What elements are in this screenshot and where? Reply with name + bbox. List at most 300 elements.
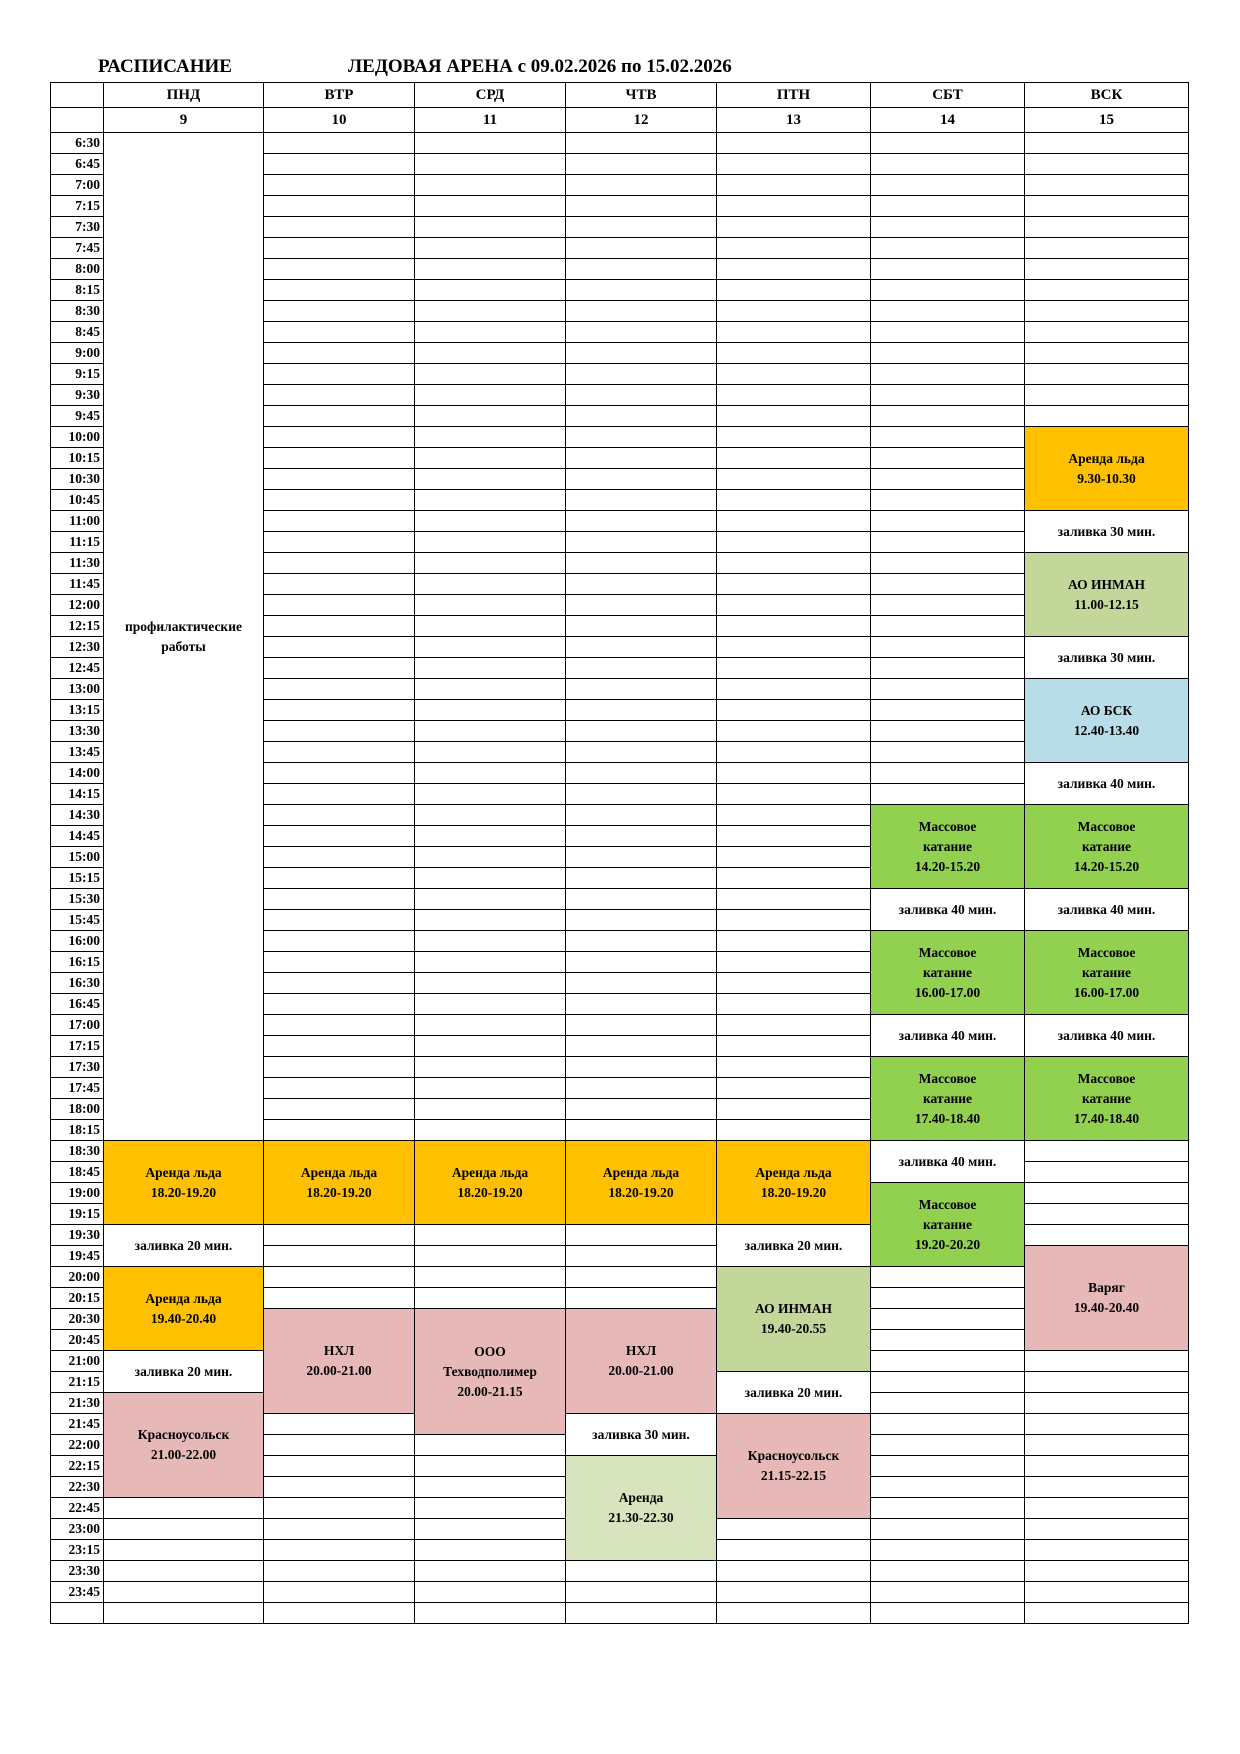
time-label: 7:15 — [51, 196, 104, 217]
empty-slot — [264, 217, 415, 238]
empty-slot — [415, 532, 566, 553]
empty-slot — [871, 364, 1025, 385]
empty-slot — [415, 1498, 566, 1519]
empty-slot — [1025, 364, 1189, 385]
empty-slot — [1025, 259, 1189, 280]
empty-slot — [1025, 1351, 1189, 1372]
empty-slot — [1025, 322, 1189, 343]
empty-slot — [415, 1603, 566, 1624]
event-text-line: 21.30-22.30 — [608, 1510, 674, 1525]
empty-slot — [415, 280, 566, 301]
empty-slot — [415, 217, 566, 238]
empty-slot — [871, 406, 1025, 427]
empty-slot — [264, 1435, 415, 1456]
event-text-line: Массовое — [918, 818, 977, 834]
empty-slot — [717, 658, 871, 679]
empty-slot — [566, 343, 717, 364]
time-label: 17:30 — [51, 1057, 104, 1078]
empty-slot — [717, 469, 871, 490]
time-label: 13:00 — [51, 679, 104, 700]
schedule-event — [717, 1372, 871, 1414]
event-text-line: Аренда льда — [145, 1164, 222, 1180]
empty-slot — [871, 1288, 1025, 1309]
empty-slot — [415, 721, 566, 742]
empty-slot — [1025, 1498, 1189, 1519]
empty-slot — [264, 805, 415, 826]
empty-slot — [264, 784, 415, 805]
empty-slot — [871, 1477, 1025, 1498]
time-label: 10:00 — [51, 427, 104, 448]
empty-slot — [871, 259, 1025, 280]
event-text-line: 19.40-20.40 — [1073, 1300, 1140, 1315]
event-text-line: 17.40-18.40 — [1073, 1110, 1140, 1126]
empty-slot — [1025, 385, 1189, 406]
schedule-event — [1025, 1015, 1189, 1057]
empty-slot — [566, 1561, 717, 1582]
empty-slot — [264, 616, 415, 637]
event-text-line: Массовое — [918, 1196, 977, 1212]
page-subtitle: ЛЕДОВАЯ АРЕНА с 09.02.2026 по 15.02.2026 — [348, 56, 732, 77]
event-text-line: катание — [922, 1090, 973, 1106]
empty-slot — [264, 763, 415, 784]
empty-slot — [264, 1477, 415, 1498]
time-label: 19:45 — [51, 1246, 104, 1267]
time-row — [51, 1561, 1189, 1582]
empty-slot — [871, 595, 1025, 616]
empty-slot — [717, 490, 871, 511]
empty-slot — [566, 700, 717, 721]
empty-slot — [264, 1288, 415, 1309]
empty-slot — [871, 511, 1025, 532]
empty-slot — [871, 1603, 1025, 1624]
schedule-event — [1025, 1246, 1189, 1351]
event-text-line: 20.00-21.15 — [457, 1383, 523, 1399]
empty-slot — [717, 700, 871, 721]
event-text-line: 9.30-10.30 — [1077, 470, 1136, 486]
empty-slot — [717, 784, 871, 805]
empty-slot — [264, 994, 415, 1015]
empty-slot — [415, 994, 566, 1015]
empty-slot — [1025, 1162, 1189, 1183]
empty-slot — [1025, 1225, 1189, 1246]
empty-slot — [415, 133, 566, 154]
event-text-line: заливка 20 мин. — [744, 1237, 843, 1253]
schedule-event — [415, 1141, 566, 1225]
day-date: 14 — [871, 108, 1025, 133]
empty-slot — [566, 133, 717, 154]
empty-slot — [1025, 1141, 1189, 1162]
empty-slot — [871, 679, 1025, 700]
time-label: 15:30 — [51, 889, 104, 910]
empty-slot — [566, 238, 717, 259]
event-text-line: Массовое — [1077, 944, 1136, 960]
schedule-event — [871, 1057, 1025, 1141]
time-label: 23:30 — [51, 1561, 104, 1582]
empty-slot — [264, 1036, 415, 1057]
empty-slot — [871, 763, 1025, 784]
time-row — [51, 1141, 1189, 1162]
empty-slot — [415, 1288, 566, 1309]
empty-slot — [871, 1330, 1025, 1351]
time-label: 13:15 — [51, 700, 104, 721]
schedule-event — [717, 1225, 871, 1267]
time-label: 17:45 — [51, 1078, 104, 1099]
empty-slot — [871, 742, 1025, 763]
event-text-line: 18.20-19.20 — [760, 1184, 827, 1200]
empty-slot — [871, 196, 1025, 217]
empty-slot — [566, 469, 717, 490]
empty-slot — [717, 259, 871, 280]
empty-slot — [871, 238, 1025, 259]
event-text-line: 16.00-17.00 — [1073, 984, 1140, 1000]
empty-slot — [717, 973, 871, 994]
empty-slot — [566, 1267, 717, 1288]
empty-slot — [104, 1582, 264, 1603]
time-label: 21:30 — [51, 1393, 104, 1414]
empty-slot — [717, 364, 871, 385]
empty-slot — [566, 490, 717, 511]
time-label: 14:00 — [51, 763, 104, 784]
empty-slot — [871, 1561, 1025, 1582]
empty-slot — [264, 1057, 415, 1078]
event-text-line: заливка 40 мин. — [1057, 1027, 1156, 1043]
empty-slot — [566, 532, 717, 553]
event-text-line: заливка 30 мин. — [1057, 523, 1156, 539]
empty-slot — [415, 1078, 566, 1099]
empty-slot — [717, 1540, 871, 1561]
time-label: 7:45 — [51, 238, 104, 259]
event-text-line: катание — [1081, 838, 1132, 854]
time-label: 18:30 — [51, 1141, 104, 1162]
empty-slot — [566, 889, 717, 910]
empty-slot — [415, 1015, 566, 1036]
empty-slot — [264, 679, 415, 700]
time-label: 19:00 — [51, 1183, 104, 1204]
schedule-event — [566, 1414, 717, 1456]
empty-slot — [415, 1561, 566, 1582]
event-text-line: Аренда льда — [1068, 450, 1145, 466]
event-text-line: Аренда льда — [451, 1164, 529, 1180]
empty-slot — [871, 427, 1025, 448]
empty-slot — [871, 1372, 1025, 1393]
event-text-line: ООО — [474, 1343, 506, 1359]
time-label: 11:45 — [51, 574, 104, 595]
time-label: 23:15 — [51, 1540, 104, 1561]
empty-slot — [415, 1225, 566, 1246]
empty-slot — [415, 616, 566, 637]
empty-slot — [1025, 1519, 1189, 1540]
time-label: 13:30 — [51, 721, 104, 742]
empty-slot — [415, 574, 566, 595]
empty-slot — [1025, 1456, 1189, 1477]
empty-slot — [717, 238, 871, 259]
event-text-line: НХЛ — [625, 1343, 657, 1358]
empty-slot — [717, 343, 871, 364]
empty-slot — [264, 511, 415, 532]
empty-slot — [264, 1540, 415, 1561]
time-label: 18:45 — [51, 1162, 104, 1183]
event-text-line: Массовое — [918, 1070, 977, 1086]
time-label: 8:45 — [51, 322, 104, 343]
empty-slot — [264, 154, 415, 175]
empty-slot — [717, 1120, 871, 1141]
event-text-line: 18.20-19.20 — [150, 1184, 217, 1200]
empty-slot — [717, 1099, 871, 1120]
empty-slot — [566, 973, 717, 994]
empty-slot — [717, 154, 871, 175]
empty-slot — [264, 133, 415, 154]
empty-slot — [871, 448, 1025, 469]
time-label: 23:00 — [51, 1519, 104, 1540]
event-text-line: 17.40-18.40 — [914, 1110, 981, 1126]
empty-slot — [415, 1519, 566, 1540]
event-text-line: Массовое — [918, 944, 977, 960]
time-label: 22:45 — [51, 1498, 104, 1519]
empty-slot — [717, 196, 871, 217]
empty-slot — [1025, 1393, 1189, 1414]
empty-slot — [415, 952, 566, 973]
schedule-event — [717, 1141, 871, 1225]
empty-slot — [566, 511, 717, 532]
empty-slot — [871, 1519, 1025, 1540]
time-label: 20:45 — [51, 1330, 104, 1351]
schedule-event — [1025, 931, 1189, 1015]
empty-slot — [566, 805, 717, 826]
schedule-event — [415, 1309, 566, 1435]
empty-slot — [264, 1099, 415, 1120]
empty-slot — [264, 931, 415, 952]
schedule-event — [1025, 637, 1189, 679]
empty-slot — [1025, 238, 1189, 259]
empty-slot — [717, 574, 871, 595]
event-text-line: Аренда — [618, 1490, 664, 1505]
empty-slot — [415, 154, 566, 175]
empty-slot — [264, 868, 415, 889]
time-label: 20:30 — [51, 1309, 104, 1330]
time-label: 11:00 — [51, 511, 104, 532]
empty-slot — [415, 1582, 566, 1603]
empty-slot — [1025, 1183, 1189, 1204]
empty-slot — [566, 217, 717, 238]
time-label: 10:45 — [51, 490, 104, 511]
day-name: ПНД — [104, 83, 264, 108]
empty-slot — [717, 1015, 871, 1036]
time-label: 20:15 — [51, 1288, 104, 1309]
empty-slot — [871, 1309, 1025, 1330]
empty-slot — [415, 805, 566, 826]
empty-slot — [717, 595, 871, 616]
empty-slot — [1025, 217, 1189, 238]
empty-slot — [566, 448, 717, 469]
empty-slot — [566, 994, 717, 1015]
empty-slot — [717, 280, 871, 301]
event-text-line: Аренда льда — [145, 1290, 222, 1306]
empty-slot — [264, 973, 415, 994]
time-label: 12:15 — [51, 616, 104, 637]
event-text-line: катание — [922, 1216, 973, 1232]
empty-slot — [566, 637, 717, 658]
empty-slot — [415, 700, 566, 721]
time-label: 12:00 — [51, 595, 104, 616]
day-name: СРД — [415, 83, 566, 108]
event-text-line: катание — [1081, 964, 1132, 980]
empty-slot — [717, 1036, 871, 1057]
event-text-line: заливка 30 мин. — [592, 1426, 690, 1442]
empty-slot — [871, 1456, 1025, 1477]
empty-slot — [1025, 301, 1189, 322]
empty-slot — [871, 1435, 1025, 1456]
empty-slot — [871, 175, 1025, 196]
time-row — [51, 133, 1189, 154]
empty-slot — [264, 532, 415, 553]
empty-slot — [871, 574, 1025, 595]
empty-slot — [264, 196, 415, 217]
empty-slot — [717, 1057, 871, 1078]
empty-slot — [871, 280, 1025, 301]
empty-slot — [566, 175, 717, 196]
empty-slot — [415, 175, 566, 196]
empty-slot — [871, 637, 1025, 658]
empty-slot — [717, 322, 871, 343]
empty-slot — [717, 448, 871, 469]
empty-slot — [1025, 133, 1189, 154]
empty-slot — [717, 1078, 871, 1099]
empty-slot — [717, 133, 871, 154]
empty-slot — [415, 385, 566, 406]
event-text-line: 21.15-22.15 — [760, 1468, 827, 1483]
empty-slot — [566, 595, 717, 616]
empty-slot — [264, 259, 415, 280]
event-text-line: 11.00-12.15 — [1074, 596, 1139, 612]
empty-slot — [566, 1120, 717, 1141]
empty-slot — [566, 1582, 717, 1603]
empty-slot — [871, 658, 1025, 679]
day-name: ВТР — [264, 83, 415, 108]
empty-slot — [1025, 1540, 1189, 1561]
empty-slot — [1025, 1603, 1189, 1624]
empty-slot — [415, 1456, 566, 1477]
schedule-event — [1025, 805, 1189, 889]
empty-slot — [566, 1015, 717, 1036]
schedule-event — [1025, 679, 1189, 763]
empty-slot — [871, 1498, 1025, 1519]
event-text-line: заливка 40 мин. — [1057, 901, 1156, 917]
event-text-line: 14.20-15.20 — [1073, 858, 1140, 874]
time-row — [51, 1582, 1189, 1603]
empty-slot — [717, 994, 871, 1015]
empty-slot — [1025, 196, 1189, 217]
empty-slot — [871, 133, 1025, 154]
time-label: 18:00 — [51, 1099, 104, 1120]
empty-slot — [264, 301, 415, 322]
empty-slot — [264, 595, 415, 616]
empty-slot — [415, 406, 566, 427]
empty-slot — [415, 259, 566, 280]
schedule-event — [1025, 511, 1189, 553]
empty-slot — [871, 490, 1025, 511]
time-label: 14:30 — [51, 805, 104, 826]
empty-slot — [104, 1603, 264, 1624]
day-date: 9 — [104, 108, 264, 133]
empty-slot — [717, 1603, 871, 1624]
empty-slot — [871, 700, 1025, 721]
empty-slot — [717, 910, 871, 931]
time-label: 21:00 — [51, 1351, 104, 1372]
empty-slot — [264, 1582, 415, 1603]
empty-slot — [717, 721, 871, 742]
empty-slot — [415, 364, 566, 385]
time-label: 22:30 — [51, 1477, 104, 1498]
empty-slot — [1025, 280, 1189, 301]
empty-slot — [566, 553, 717, 574]
empty-slot — [1025, 1435, 1189, 1456]
empty-slot — [415, 868, 566, 889]
event-text-line: катание — [922, 838, 973, 854]
empty-slot — [264, 448, 415, 469]
empty-slot — [264, 1267, 415, 1288]
time-row — [51, 1267, 1189, 1288]
empty-slot — [415, 784, 566, 805]
empty-slot — [415, 427, 566, 448]
event-text-line: заливка 40 мин. — [898, 1027, 997, 1043]
empty-slot — [871, 343, 1025, 364]
empty-slot — [871, 385, 1025, 406]
empty-slot — [415, 511, 566, 532]
empty-slot — [566, 847, 717, 868]
schedule-table — [50, 82, 1188, 1601]
empty-slot — [717, 406, 871, 427]
empty-slot — [264, 427, 415, 448]
empty-slot — [871, 301, 1025, 322]
empty-slot — [264, 1561, 415, 1582]
event-text-line: 19.40-20.40 — [150, 1310, 217, 1326]
empty-slot — [566, 322, 717, 343]
empty-slot — [566, 721, 717, 742]
empty-slot — [1025, 1414, 1189, 1435]
empty-slot — [871, 616, 1025, 637]
schedule-event — [264, 1309, 415, 1414]
schedule-event — [104, 133, 264, 1141]
event-text-line: 14.20-15.20 — [914, 858, 981, 874]
empty-slot — [415, 973, 566, 994]
empty-slot — [566, 385, 717, 406]
empty-slot — [717, 931, 871, 952]
empty-slot — [566, 1225, 717, 1246]
day-date: 12 — [566, 108, 717, 133]
empty-slot — [717, 175, 871, 196]
empty-slot — [717, 742, 871, 763]
event-text-line: АО ИНМАН — [1068, 576, 1145, 592]
empty-slot — [717, 217, 871, 238]
event-text-line: Аренда льда — [602, 1164, 680, 1180]
empty-slot — [415, 238, 566, 259]
time-label: 14:15 — [51, 784, 104, 805]
time-label: 13:45 — [51, 742, 104, 763]
empty-slot — [415, 448, 566, 469]
empty-slot — [264, 490, 415, 511]
time-label: 15:00 — [51, 847, 104, 868]
empty-slot — [717, 637, 871, 658]
empty-slot — [566, 301, 717, 322]
time-label: 6:45 — [51, 154, 104, 175]
empty-slot — [264, 406, 415, 427]
empty-slot — [415, 1477, 566, 1498]
empty-slot — [871, 553, 1025, 574]
event-text-line: катание — [922, 964, 973, 980]
empty-slot — [264, 1120, 415, 1141]
empty-slot — [871, 1414, 1025, 1435]
schedule-event — [717, 1267, 871, 1372]
